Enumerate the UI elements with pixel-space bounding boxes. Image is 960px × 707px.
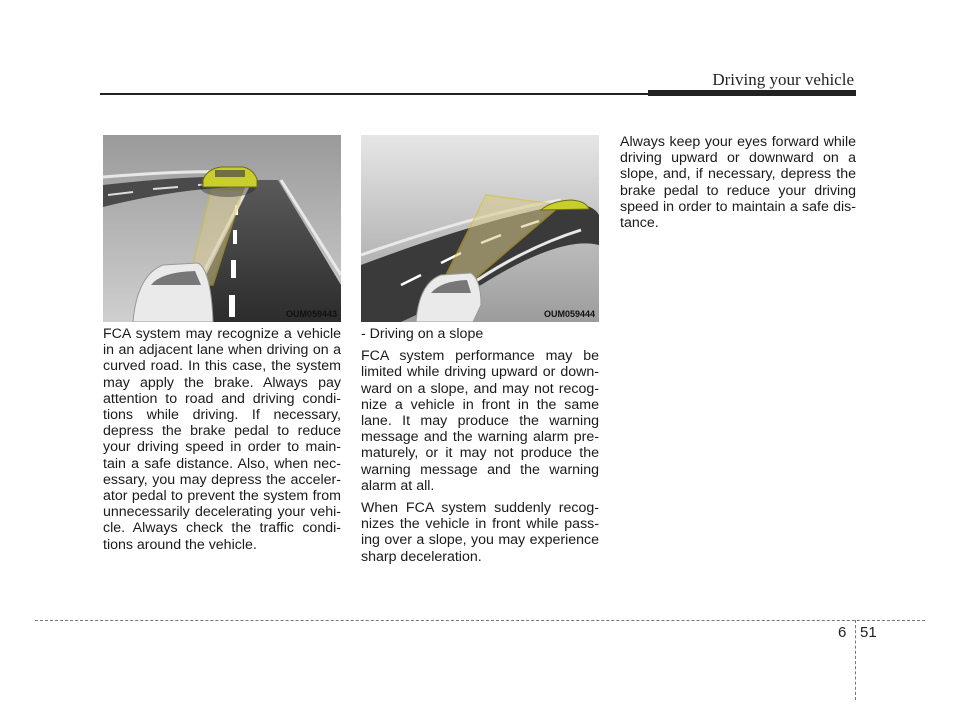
paragraph: FCA system may recognize a vehicle in an adjacent lane when driving on a curved road. In this case, the system may apply the brake. Always pay attention to road and driving condi-tions while driving. If necessary, depress the brake pedal to reduce your driving speed in order to main-tain a safe distance. Also, when nec-essary, you may depress the acceler-ator pedal to prevent the system from unnecessarily decelerating your vehi-cle. Always check the traffic condi-tions around the vehicle. bbox=[103, 326, 341, 553]
slope-road-illustration bbox=[361, 135, 599, 322]
text-column-3 bbox=[620, 134, 856, 237]
running-header-title: Driving your vehicle bbox=[712, 70, 854, 89]
text-column-2 bbox=[361, 326, 599, 571]
header-rule bbox=[100, 93, 648, 95]
curved-road-adjacent-lane-illustration bbox=[103, 135, 341, 322]
page-number: 51 bbox=[860, 624, 877, 641]
paragraph: Always keep your eyes forward while driving upward or downward on a slope, and, if necessary, depress the brake pedal to reduce your driving speed in order to maintain a safe dis-tance. bbox=[620, 134, 856, 232]
text-column-1 bbox=[103, 326, 341, 559]
figure-code: OUM059444 bbox=[543, 309, 595, 319]
header-rule-accent bbox=[648, 90, 856, 96]
paragraph: When FCA system suddenly recog-nizes the vehicle in front while pass-ing over a slope, you may experience sharp deceleration. bbox=[361, 500, 599, 565]
footer-divider bbox=[855, 620, 856, 700]
chapter-number: 6 bbox=[838, 624, 847, 641]
footer-rule bbox=[35, 620, 925, 621]
figure-code: OUM059443 bbox=[285, 309, 337, 319]
figure-slope bbox=[361, 135, 599, 322]
figure-curved-road bbox=[103, 135, 341, 322]
paragraph: FCA system performance may be limited while driving upward or down-ward on a slope, and may not recog-nize a vehicle in front in the same lane. It may produce the warning message and the warning alarm pre-maturely, or it may not produce the warning message and the warning alarm at all. bbox=[361, 348, 599, 494]
subheading: - Driving on a slope bbox=[361, 326, 484, 342]
